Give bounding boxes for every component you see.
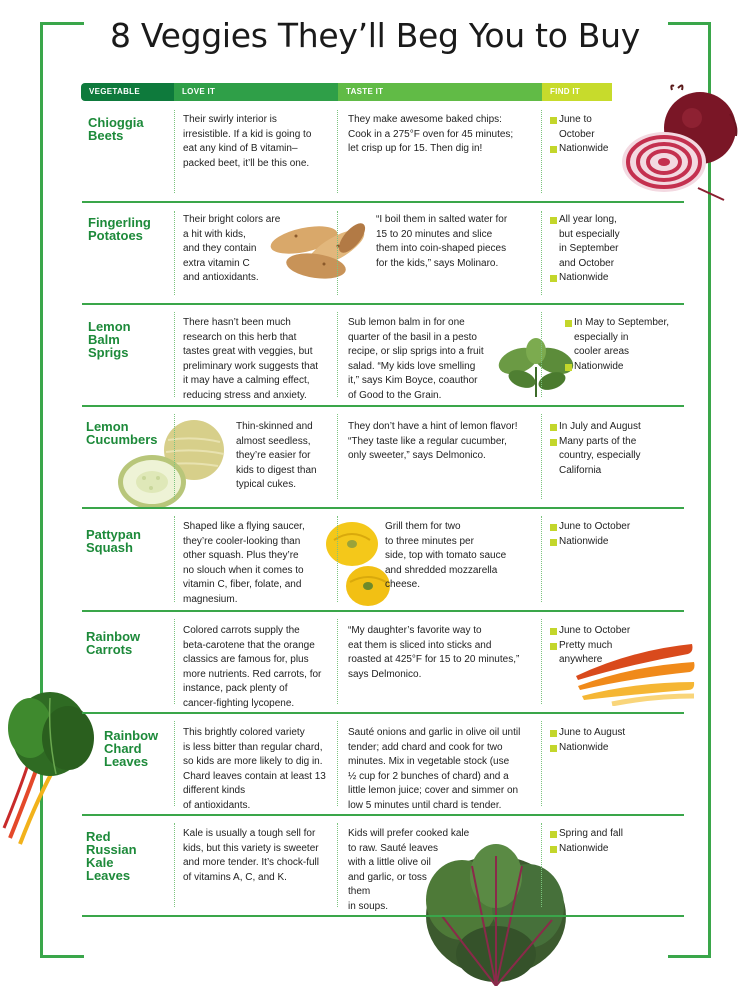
text-line: “My daughter’s favorite way to <box>348 625 482 636</box>
col-sep-2 <box>337 516 338 602</box>
vegetable-name <box>86 830 137 882</box>
text-line: recipe, or slip sprigs into a fruit <box>348 346 484 357</box>
find-it-item: Pretty much <box>550 639 630 654</box>
col-sep-3 <box>541 414 542 499</box>
text-line: is less bitter than regular chard, <box>183 741 323 753</box>
taste-it-text <box>348 420 518 464</box>
find-it-item: Nationwide <box>550 535 630 550</box>
text-line: Red <box>86 829 111 844</box>
frame-bottom-right <box>668 955 711 958</box>
taste-it-text <box>348 316 484 403</box>
col-sep-2 <box>337 619 338 704</box>
vegetable-name <box>88 216 151 242</box>
text-line: beta-carotene that the orange <box>183 639 315 651</box>
col-sep-1 <box>174 312 175 397</box>
col-sep-2 <box>337 312 338 397</box>
text-line: so kids are more likely to dig in. <box>183 756 323 767</box>
taste-it-text <box>385 520 506 593</box>
find-it-item: June to October <box>550 520 630 535</box>
love-it-text <box>183 726 326 813</box>
find-it-item: Nationwide <box>550 741 625 756</box>
text-line: Kale <box>86 855 114 870</box>
text-line: extra vitamin C <box>183 257 250 269</box>
find-it-item: especially in <box>574 331 629 343</box>
col-sep-1 <box>174 414 175 499</box>
text-line: typical cukes. <box>236 479 297 490</box>
text-line: 15 to 20 minutes and slice <box>376 228 493 240</box>
header-taste: TASTE IT <box>338 83 542 101</box>
col-sep-3 <box>541 312 542 397</box>
love-it-text <box>183 113 311 171</box>
text-line: Sub lemon balm in for one <box>348 317 465 328</box>
text-line: They don’t have a hint of lemon flavor! <box>348 421 518 432</box>
find-it-item: Spring and fall <box>550 827 623 842</box>
text-line: Kids will prefer cooked kale <box>348 828 470 839</box>
text-line: Kale is usually a tough sell for <box>183 828 316 839</box>
text-line: They make awesome baked chips: <box>348 114 502 125</box>
text-line: Shaped like a flying saucer, <box>183 521 305 532</box>
text-line: Carrots <box>86 642 133 657</box>
col-sep-1 <box>174 619 175 704</box>
find-it-item: Many parts of the <box>550 435 641 450</box>
text-line: for the kids,” says Molinaro. <box>376 257 499 269</box>
text-line: quarter of the basil in a pesto <box>348 331 477 343</box>
find-it-item: but especially <box>559 228 620 240</box>
col-sep-3 <box>541 823 542 907</box>
find-it-item: October <box>559 128 595 140</box>
text-line: Sprigs <box>88 345 129 360</box>
taste-it-text <box>348 726 520 813</box>
find-it-item: and October <box>559 257 615 269</box>
text-line: Grill them for two <box>385 521 461 532</box>
vegetable-name <box>104 729 158 768</box>
text-line: Rainbow <box>86 629 141 644</box>
text-line: Rainbow <box>104 728 159 743</box>
text-line: eat any kind of B vitamin– <box>183 143 298 154</box>
text-line: it,” says Kim Boyce, coauthor <box>348 375 478 386</box>
col-sep-2 <box>337 414 338 499</box>
text-line: and they contain <box>183 243 257 254</box>
love-it-text <box>183 213 280 286</box>
col-sep-1 <box>174 211 175 295</box>
page-title: 8 Veggies They’ll Beg You to Buy <box>110 16 640 55</box>
love-it-text <box>183 520 305 607</box>
col-sep-2 <box>337 721 338 806</box>
row-divider <box>82 814 684 816</box>
col-sep-3 <box>541 110 542 193</box>
text-line: Squash <box>86 540 133 555</box>
find-it-item: Nationwide <box>550 842 623 857</box>
beet-image <box>612 84 740 202</box>
text-line: they’re cooler-looking than <box>183 535 301 547</box>
row-divider <box>82 303 684 305</box>
text-line: let crisp up for 15. Then dig in! <box>348 143 483 154</box>
find-it-item: California <box>559 464 602 476</box>
text-line: magnesium. <box>183 593 238 605</box>
find-it-list <box>550 520 630 549</box>
find-it-list <box>550 113 608 157</box>
text-line: Cook in a 275°F oven for 45 minutes; <box>348 128 514 140</box>
text-line: only sweeter,” says Delmonico. <box>348 450 486 461</box>
find-it-list <box>550 624 630 668</box>
text-line: vitamin C, fiber, folate, and <box>183 579 302 590</box>
col-sep-1 <box>174 823 175 907</box>
find-it-item: in September <box>559 243 619 254</box>
text-line: Leaves <box>104 754 149 769</box>
row-divider <box>82 610 684 612</box>
text-line: Chard leaves contain at least 13 <box>183 770 326 782</box>
text-line: Colored carrots supply the <box>183 625 300 636</box>
text-line: packed beet, it’ll be this one. <box>183 157 310 169</box>
text-line: it may have a calming effect, <box>183 375 310 386</box>
text-line: kids, but this variety is sweeter <box>183 842 319 854</box>
taste-it-text <box>376 213 507 271</box>
text-line: roasted at 425°F for 15 to 20 minutes,” <box>348 654 520 665</box>
text-line: eat them is sliced into sticks and <box>348 639 492 651</box>
text-line: There hasn’t been much <box>183 317 291 328</box>
text-line: Pattypan <box>86 527 141 542</box>
text-line: little lemon juice; cover and simmer on <box>348 785 519 796</box>
header-vegetable: VEGETABLE <box>81 83 174 101</box>
text-line: to three minutes per <box>385 535 474 547</box>
vegetable-name <box>86 630 140 656</box>
header-find: FIND IT <box>542 83 612 101</box>
col-sep-2 <box>337 110 338 193</box>
row-divider <box>82 507 684 509</box>
frame-bottom-left <box>40 955 84 958</box>
text-line: of Good to the Grain. <box>348 389 442 401</box>
love-it-text <box>236 420 317 493</box>
text-line: to raw. Sauté leaves <box>348 842 439 854</box>
text-line: Fingerling <box>88 215 151 230</box>
text-line: research on this herb that <box>183 331 297 343</box>
text-line: Leaves <box>86 868 131 883</box>
text-line: kids to digest than <box>236 464 317 476</box>
text-line: classics are famous for, plus <box>183 654 309 665</box>
text-line: Chioggia <box>88 115 144 130</box>
find-it-item: In May to September, <box>565 316 669 331</box>
col-sep-3 <box>541 721 542 806</box>
text-line: instance, pack plenty of <box>183 683 288 694</box>
row-divider <box>82 405 684 407</box>
text-line: tastes great with veggies, but <box>183 346 313 357</box>
col-sep-1 <box>174 721 175 806</box>
text-line: of antioxidants. <box>183 799 251 811</box>
find-it-item: country, especially <box>559 450 641 461</box>
text-line: “They taste like a regular cucumber, <box>348 435 507 447</box>
text-line: tender; add chard and cook for two <box>348 741 503 753</box>
text-line: Lemon <box>86 419 129 434</box>
text-line: ½ cup for 2 bunches of chard) and a <box>348 770 509 782</box>
text-line: cheese. <box>385 579 421 590</box>
text-line: irresistible. If a kid is going to <box>183 128 312 140</box>
text-line: of vitamins A, C, and K. <box>183 871 287 883</box>
find-it-item: June to <box>550 113 608 128</box>
col-sep-3 <box>541 211 542 295</box>
find-it-item: June to August <box>550 726 625 741</box>
vegetable-name <box>88 320 131 359</box>
text-line: Cucumbers <box>86 432 158 447</box>
find-it-list <box>550 213 620 286</box>
text-line: Beets <box>88 128 124 143</box>
header-love: LOVE IT <box>174 83 338 101</box>
find-it-item: All year long, <box>550 213 620 228</box>
row-divider <box>82 712 684 714</box>
find-it-list <box>565 316 669 374</box>
text-line: Their swirly interior is <box>183 114 277 125</box>
text-line: side, top with tomato sauce <box>385 550 507 561</box>
taste-it-text <box>348 827 469 914</box>
text-line: they’re easier for <box>236 450 311 461</box>
vegetable-name <box>88 116 144 142</box>
col-sep-3 <box>541 516 542 602</box>
text-line: and shredded mozzarella <box>385 564 498 576</box>
find-it-item: anywhere <box>559 654 603 665</box>
find-it-item: cooler areas <box>574 346 630 357</box>
find-it-list <box>550 726 625 755</box>
col-sep-1 <box>174 516 175 602</box>
text-line: salad. “My kids love smelling <box>348 360 476 372</box>
col-sep-3 <box>541 619 542 704</box>
text-line: them into coin-shaped pieces <box>376 243 507 254</box>
text-line: Russian <box>86 842 137 857</box>
row-divider <box>82 915 684 917</box>
text-line: almost seedless, <box>236 435 311 447</box>
find-it-list <box>550 827 623 856</box>
vegetable-name <box>86 420 158 446</box>
col-sep-2 <box>337 211 338 295</box>
squash-image <box>322 514 392 610</box>
taste-it-text <box>348 113 513 157</box>
text-line: says Delmonico. <box>348 668 422 680</box>
find-it-item: Nationwide <box>550 271 620 286</box>
text-line: and garlic, or toss <box>348 871 427 883</box>
col-sep-2 <box>337 823 338 907</box>
taste-it-text <box>348 624 519 682</box>
text-line: reducing stress and anxiety. <box>183 389 307 401</box>
find-it-item: Nationwide <box>550 142 608 157</box>
text-line: with a little olive oil <box>348 857 431 868</box>
text-line: and more tender. It’s chock-full <box>183 857 319 868</box>
love-it-text <box>183 624 321 711</box>
text-line: other squash. Plus they’re <box>183 550 299 561</box>
text-line: a hit with kids, <box>183 228 246 240</box>
text-line: Lemon <box>88 319 131 334</box>
text-line: different kinds <box>183 785 246 796</box>
text-line: in soups. <box>348 900 389 912</box>
text-line: Chard <box>104 741 142 756</box>
text-line: Their bright colors are <box>183 214 281 225</box>
text-line: Balm <box>88 332 120 347</box>
text-line: minutes. Mix in vegetable stock (use <box>348 756 510 767</box>
text-line: and antioxidants. <box>183 272 259 283</box>
text-line: Sauté onions and garlic in olive oil until <box>348 727 521 738</box>
text-line: cancer-fighting lycopene. <box>183 697 295 709</box>
row-divider <box>82 201 684 203</box>
col-sep-1 <box>174 110 175 193</box>
text-line: This brightly colored variety <box>183 727 305 738</box>
text-line: “I boil them in salted water for <box>376 214 508 225</box>
text-line: no slouch when it comes to <box>183 564 304 576</box>
find-it-item: June to October <box>550 624 630 639</box>
find-it-item: Nationwide <box>565 360 669 375</box>
find-it-item: In July and August <box>550 420 641 435</box>
vegetable-name <box>86 528 141 554</box>
text-line: preliminary work suggests that <box>183 360 319 372</box>
text-line: Potatoes <box>88 228 143 243</box>
text-line: low 5 minutes until chard is tender. <box>348 799 502 811</box>
love-it-text <box>183 827 319 885</box>
text-line: them <box>348 886 371 897</box>
potato-image <box>266 214 376 288</box>
text-line: more nutrients. Red carrots, for <box>183 668 322 680</box>
find-it-list <box>550 420 641 478</box>
love-it-text <box>183 316 318 403</box>
text-line: Thin-skinned and <box>236 421 313 432</box>
